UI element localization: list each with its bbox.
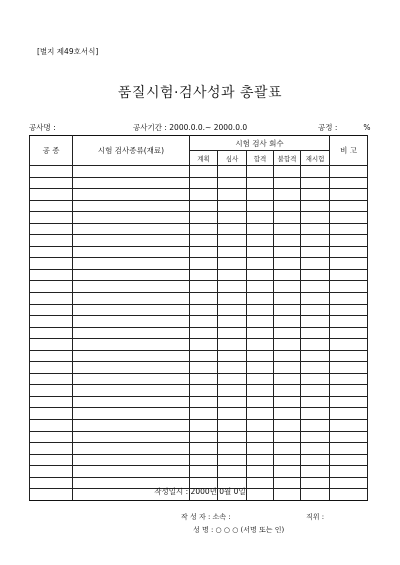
table-cell [247,223,274,235]
table-cell [30,350,73,362]
table-cell [218,293,247,305]
table-cell [73,316,190,328]
table-cell [30,293,73,305]
subheader-retest: 재시험 [301,151,330,166]
table-cell [301,327,330,339]
table-cell [30,258,73,270]
table-cell [247,362,274,374]
table-cell [218,212,247,224]
table-cell [301,443,330,455]
subheader-review: 심사 [218,151,247,166]
table-row [30,396,368,408]
table-cell [301,373,330,385]
table-cell [218,431,247,443]
table-row [30,466,368,478]
table-cell [73,212,190,224]
table-cell [247,304,274,316]
subheader-fail: 불합격 [274,151,301,166]
table-cell [247,385,274,397]
table-row [30,293,368,305]
table-cell [274,350,301,362]
table-cell [73,420,190,432]
table-cell [274,189,301,201]
table-cell [330,269,368,281]
table-cell [30,396,73,408]
table-cell [30,408,73,420]
table-cell [30,177,73,189]
table-cell [330,316,368,328]
subheader-plan: 계획 [190,151,218,166]
table-cell [73,258,190,270]
table-cell [301,223,330,235]
table-cell [274,281,301,293]
table-cell [218,466,247,478]
table-cell [30,200,73,212]
table-row [30,200,368,212]
table-cell [30,454,73,466]
table-cell [274,327,301,339]
table-cell [218,339,247,351]
table-cell [247,281,274,293]
table-cell [190,443,218,455]
table-cell [301,166,330,178]
table-cell [301,350,330,362]
table-cell [301,200,330,212]
table-cell [30,316,73,328]
table-cell [301,431,330,443]
table-cell [330,258,368,270]
table-row [30,420,368,432]
table-cell [274,212,301,224]
table-cell [247,293,274,305]
table-cell [330,362,368,374]
table-cell [218,177,247,189]
progress-label: 공정 : [318,123,338,132]
table-cell [301,466,330,478]
table-cell [330,177,368,189]
table-cell [274,258,301,270]
table-cell [247,246,274,258]
table-cell [30,166,73,178]
table-cell [247,408,274,420]
table-cell [73,189,190,201]
table-cell [73,177,190,189]
table-cell [330,443,368,455]
header-test-type: 시험 검사종류(재료) [73,136,190,166]
table-cell [301,235,330,247]
table-cell [30,304,73,316]
table-row [30,443,368,455]
table-cell [73,454,190,466]
table-cell [301,189,330,201]
table-cell [218,454,247,466]
table-row [30,281,368,293]
table-cell [330,166,368,178]
table-cell [73,385,190,397]
table-cell [274,466,301,478]
table-cell [330,385,368,397]
table-cell [190,269,218,281]
header-test-count: 시험 검사 회수 [190,136,330,151]
table-cell [330,339,368,351]
table-cell [190,373,218,385]
table-cell [218,235,247,247]
table-cell [330,246,368,258]
table-cell [301,408,330,420]
table-cell [247,269,274,281]
table-cell [274,177,301,189]
table-cell [190,281,218,293]
table-cell [301,246,330,258]
table-cell [330,373,368,385]
table-cell [218,316,247,328]
table-cell [30,443,73,455]
table-cell [190,304,218,316]
table-cell [274,396,301,408]
table-cell [190,316,218,328]
table-cell [247,373,274,385]
table-row [30,362,368,374]
table-cell [330,396,368,408]
table-row [30,235,368,247]
table-cell [190,223,218,235]
table-cell [218,281,247,293]
table-cell [30,269,73,281]
table-cell [247,396,274,408]
table-cell [218,269,247,281]
table-cell [301,177,330,189]
table-row [30,385,368,397]
table-cell [73,396,190,408]
table-cell [73,362,190,374]
table-cell [218,304,247,316]
table-cell [190,420,218,432]
table-body [30,166,368,501]
table-cell [30,466,73,478]
table-cell [218,362,247,374]
table-cell [190,212,218,224]
table-row [30,327,368,339]
table-cell [330,408,368,420]
table-cell [247,177,274,189]
table-cell [274,269,301,281]
table-cell [274,420,301,432]
table-cell [30,420,73,432]
table-row [30,431,368,443]
table-cell [190,350,218,362]
table-cell [190,258,218,270]
table-cell [330,350,368,362]
table-cell [190,466,218,478]
table-cell [73,350,190,362]
table-cell [190,339,218,351]
table-cell [247,235,274,247]
table-cell [30,373,73,385]
table-cell [330,223,368,235]
table-cell [73,293,190,305]
table-cell [218,189,247,201]
table-cell [190,385,218,397]
table-cell [301,293,330,305]
table-cell [218,223,247,235]
table-cell [247,258,274,270]
table-cell [330,466,368,478]
document-title: 품질시험·검사성과 총괄표 [117,85,283,101]
table-cell [301,304,330,316]
table-cell [301,396,330,408]
table-cell [30,246,73,258]
table-row [30,408,368,420]
table-cell [330,281,368,293]
table-row [30,212,368,224]
table-cell [190,200,218,212]
table-row [30,223,368,235]
table-cell [274,246,301,258]
table-cell [301,281,330,293]
table-row [30,350,368,362]
table-cell [30,281,73,293]
table-cell [274,385,301,397]
table-cell [274,362,301,374]
construction-period: 공사기간 : 2000.0.0.~ 2000.0.0 [133,123,248,132]
table-cell [73,466,190,478]
table-cell [73,327,190,339]
table-cell [73,281,190,293]
table-cell [301,454,330,466]
table-cell [330,431,368,443]
table-cell [190,431,218,443]
table-cell [30,212,73,224]
table-cell [301,339,330,351]
table-cell [247,200,274,212]
table-cell [274,339,301,351]
signer-line: 성 명 : ○ ○ ○ (서명 또는 인) [193,526,285,534]
table-cell [247,166,274,178]
table-cell [301,385,330,397]
table-cell [274,373,301,385]
table-cell [274,223,301,235]
table-cell [247,339,274,351]
table-cell [190,408,218,420]
table-cell [73,431,190,443]
table-cell [190,235,218,247]
header-remarks: 비 고 [330,136,368,166]
table-cell [218,246,247,258]
table-cell [274,431,301,443]
table-cell [190,177,218,189]
table-cell [218,350,247,362]
table-cell [274,293,301,305]
table-cell [218,420,247,432]
table-cell [330,420,368,432]
table-cell [218,443,247,455]
table-cell [330,212,368,224]
table-cell [73,200,190,212]
table-cell [330,235,368,247]
table-cell [190,454,218,466]
site-name-label: 공사명 : [29,123,56,132]
table-cell [330,200,368,212]
table-cell [247,350,274,362]
summary-table [29,135,368,501]
table-row [30,304,368,316]
table-cell [73,269,190,281]
table-cell [247,316,274,328]
table-cell [274,408,301,420]
table-cell [218,200,247,212]
table-cell [301,258,330,270]
progress-field [318,122,371,133]
table-row [30,166,368,178]
table-cell [218,396,247,408]
written-date: 작성일시 : 2000년 0월 0일 [154,487,246,496]
table-cell [274,200,301,212]
table-cell [274,443,301,455]
table-cell [190,189,218,201]
table-cell [30,189,73,201]
table-cell [330,327,368,339]
subheader-pass: 합격 [247,151,274,166]
table-cell [301,269,330,281]
table-cell [73,166,190,178]
table-cell [30,339,73,351]
table-row [30,189,368,201]
table-cell [218,385,247,397]
table-cell [30,385,73,397]
table-cell [301,362,330,374]
table-row [30,454,368,466]
table-cell [247,466,274,478]
table-cell [218,373,247,385]
table-row [30,246,368,258]
table-cell [73,443,190,455]
table-cell [30,327,73,339]
table-row [30,258,368,270]
table-cell [247,420,274,432]
writer-position: 직위 : [306,513,325,521]
table-cell [73,223,190,235]
table-cell [30,362,73,374]
table-cell [30,431,73,443]
form-number-label: [별지 제49호서식] [37,47,99,56]
table-row [30,316,368,328]
header-process: 공 종 [30,136,73,166]
table-cell [330,189,368,201]
table-cell [274,166,301,178]
table-cell [274,304,301,316]
table-cell [330,304,368,316]
table-cell [218,408,247,420]
table-cell [247,431,274,443]
table-row [30,177,368,189]
table-cell [73,235,190,247]
table-cell [190,293,218,305]
table-cell [301,212,330,224]
table-cell [301,420,330,432]
table-cell [73,246,190,258]
table-row [30,339,368,351]
table-cell [247,189,274,201]
table-row [30,373,368,385]
table-cell [274,454,301,466]
table-cell [73,408,190,420]
table-cell [30,235,73,247]
table-cell [274,316,301,328]
table-cell [274,235,301,247]
table-row [30,269,368,281]
table-cell [30,223,73,235]
table-cell [190,362,218,374]
table-cell [330,293,368,305]
table-cell [190,246,218,258]
table-cell [247,443,274,455]
table-cell [247,327,274,339]
table-cell [247,454,274,466]
table-cell [73,373,190,385]
table-cell [190,327,218,339]
table-cell [218,258,247,270]
table-cell [190,396,218,408]
table-cell [218,166,247,178]
table-cell [73,339,190,351]
table-cell [301,316,330,328]
table-cell [218,327,247,339]
percent-sign: % [363,123,371,132]
writer-affiliation: 작 성 자 : 소속 : [181,513,231,521]
table-cell [330,454,368,466]
table-cell [190,166,218,178]
table-cell [73,304,190,316]
table-cell [247,212,274,224]
